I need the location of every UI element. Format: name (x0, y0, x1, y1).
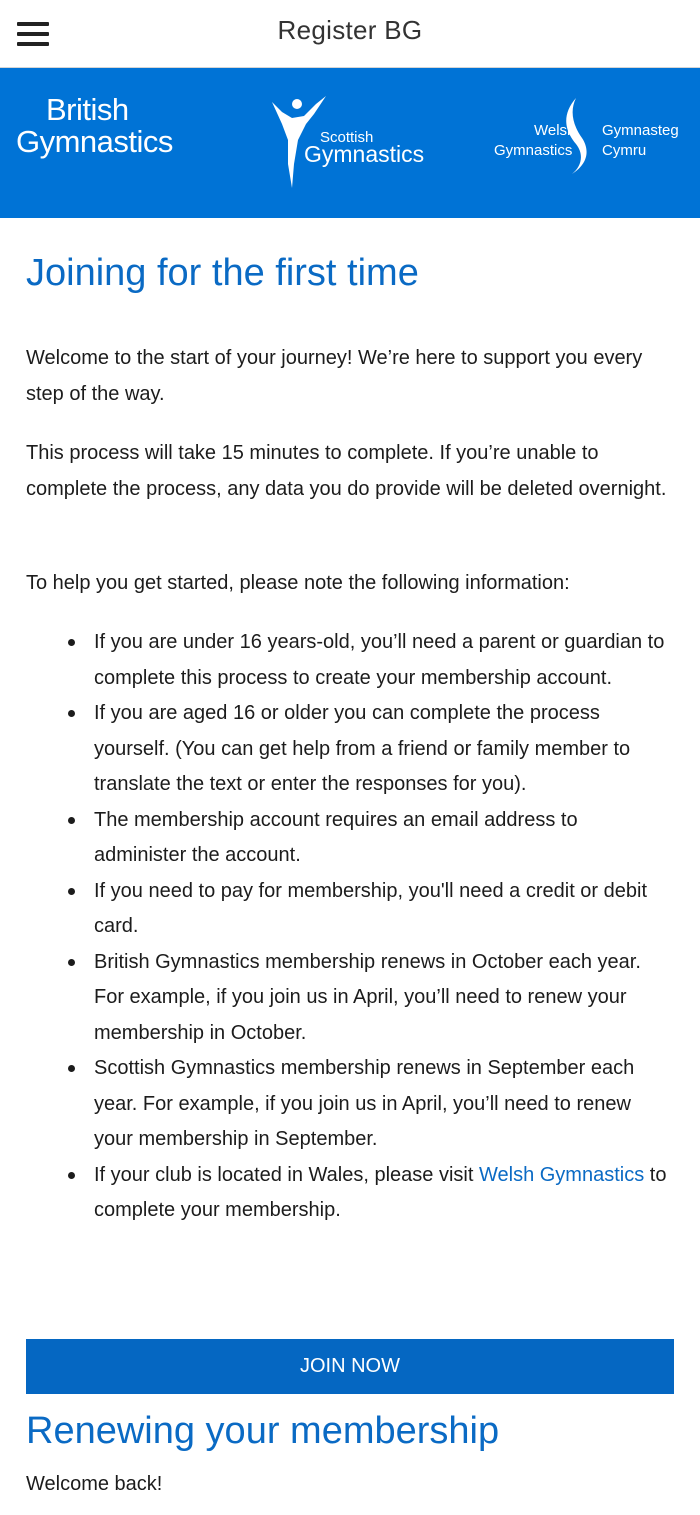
process-paragraph: This process will take 15 minutes to complete. If you’re unable to complete the process, any data you do provide will be deleted overnight. (26, 442, 667, 500)
join-now-button[interactable]: JOIN NOW (26, 1339, 674, 1394)
list-item: British Gymnastics membership renews in October each year. For example, if you join us in April, you’ll need to renew your membership in October. (26, 945, 674, 1052)
info-list (26, 625, 674, 1229)
welsh-gymnastics-logo[interactable] (490, 94, 690, 178)
renewing-title: Renewing your membership (26, 1410, 500, 1452)
wales-prefix-text: If your club is located in Wales, please visit (94, 1163, 479, 1186)
app-title: Register BG (277, 15, 423, 45)
welsh-logo-welsh: Welsh (534, 122, 576, 139)
list-item: If you need to pay for membership, you'll need a credit or debit card. (26, 874, 674, 945)
list-item: The membership account requires an email address to administer the account. (26, 803, 674, 874)
welcome-paragraph: Welcome to the start of your journey! We’re here to support you every step of the way. (26, 347, 643, 405)
scottish-logo-line2: Gymnastics (304, 141, 425, 167)
joining-title: Joining for the first time (26, 252, 419, 294)
list-item: If you are aged 16 or older you can complete the process yourself. (You can get help from a friend or family member to translate the text or enter the responses for you). (26, 696, 674, 803)
top-bar (0, 0, 700, 68)
partner-logo-banner (0, 68, 700, 218)
welsh-gymnastics-link[interactable]: Welsh Gymnastics (478, 1163, 645, 1186)
list-item-wales (26, 1158, 674, 1229)
list-item: Scottish Gymnastics membership renews in September each year. For example, if you join us in April, you’ll need to renew your membership in September. (26, 1051, 674, 1158)
list-item: If you are under 16 years-old, you’ll need a parent or guardian to complete this process to create your membership account. (26, 625, 674, 696)
welsh-logo-gymnasteg: Gymnasteg (602, 122, 679, 139)
british-logo-line1: British (46, 92, 129, 127)
welsh-logo-gymnastics: Gymnastics (494, 142, 573, 159)
welsh-logo-cymru: Cymru (602, 142, 647, 159)
british-gymnastics-logo[interactable] (16, 94, 216, 164)
british-logo-line2: Gymnastics (16, 124, 173, 159)
note-paragraph: To help you get started, please note the following information: (26, 572, 570, 594)
scottish-logo-line1: Scottish (320, 129, 374, 146)
wales-suffix-text: to complete your membership. (94, 1163, 667, 1221)
welcome-back-paragraph: Welcome back! (26, 1473, 163, 1495)
scottish-gymnastics-logo[interactable] (268, 94, 438, 190)
